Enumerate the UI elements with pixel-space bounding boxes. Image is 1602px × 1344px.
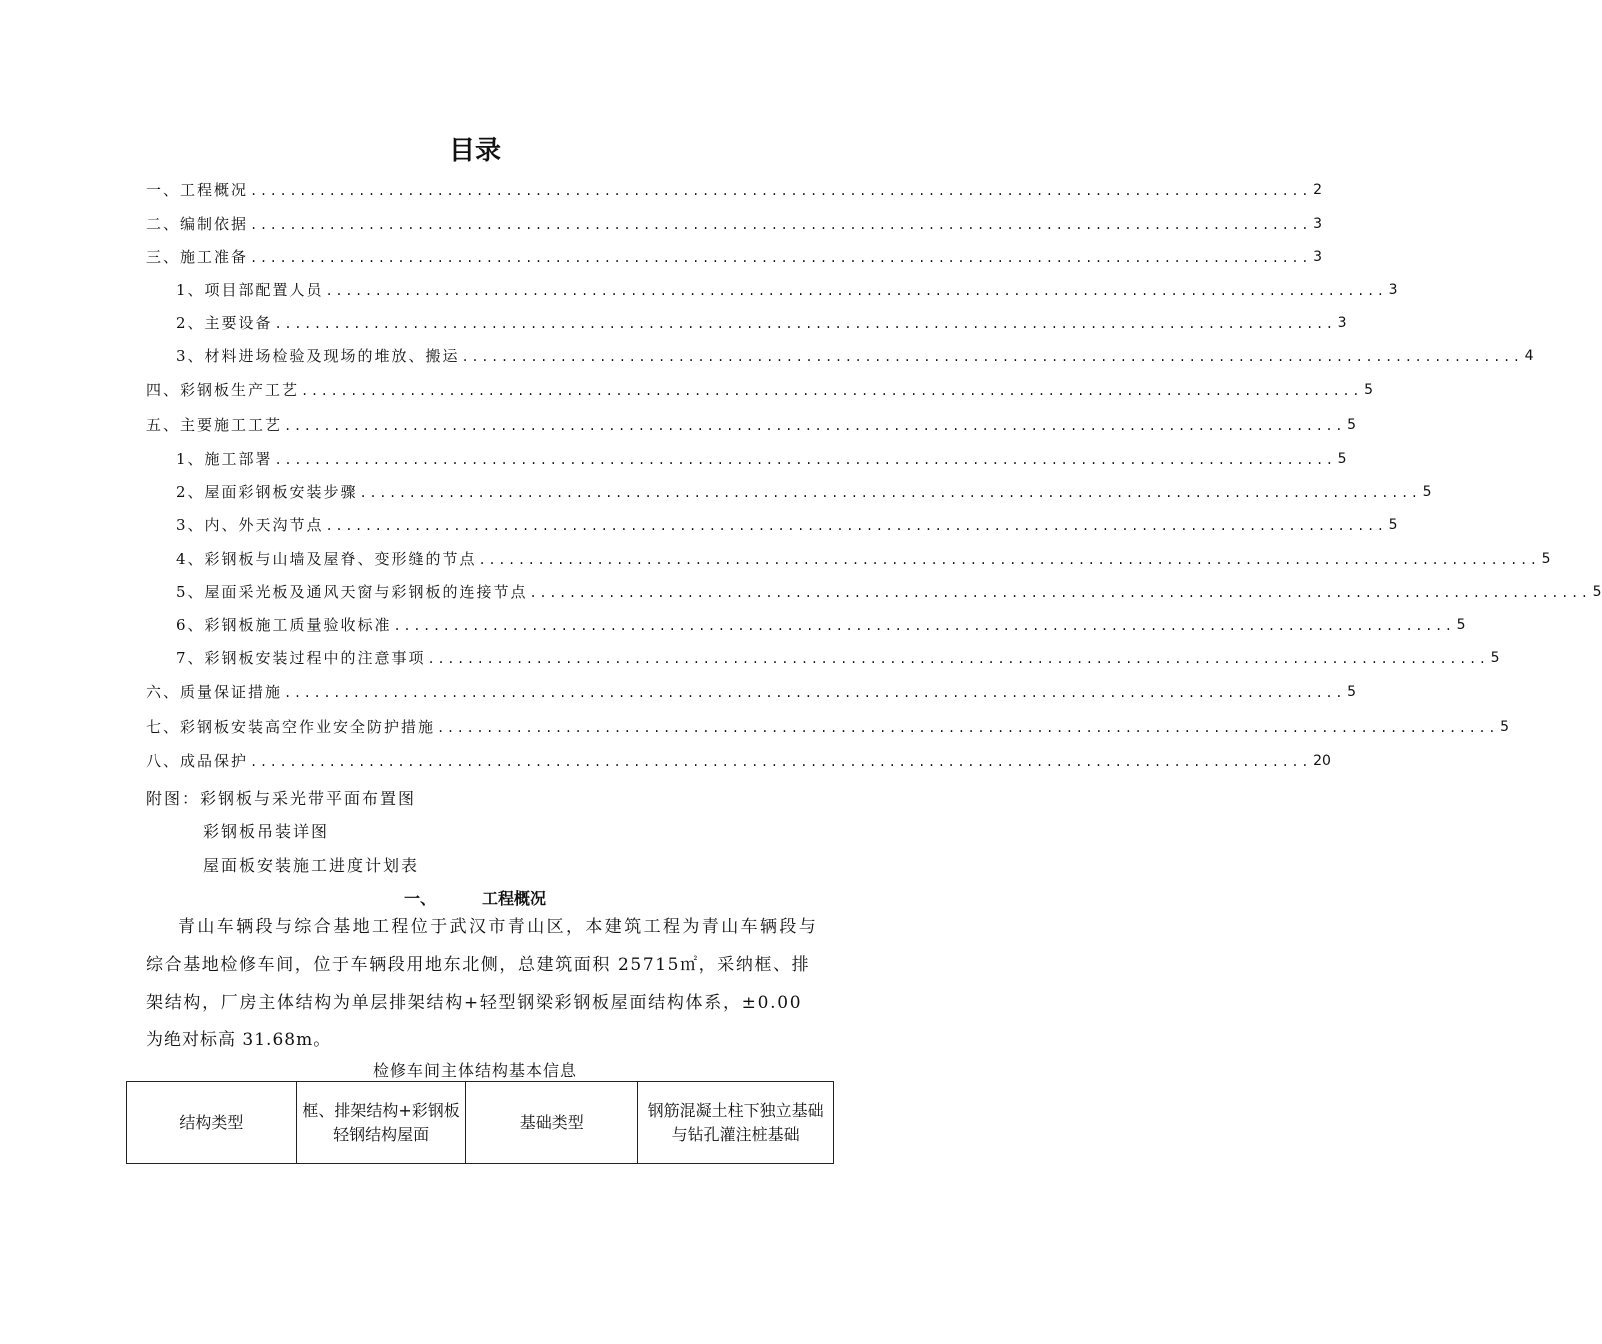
toc-leader: ............................................................................................................ [250,184,1312,198]
toc-entry-label: 4、彩钢板与山墙及屋脊、变形缝的节点 [176,550,477,568]
toc-leader: ............................................................................................................ [393,619,1455,633]
toc-entry-label: 八、成品保护 [146,752,249,770]
toc-entry-label: 3、材料进场检验及现场的堆放、搬运 [176,347,460,365]
toc-entry-page: 5 [1541,551,1551,567]
toc-entry-page: 3 [1388,282,1398,298]
toc-entry-page: 20 [1313,753,1331,769]
toc-entry[interactable] [176,476,1432,502]
toc-entry-label: 2、屋面彩钢板安装步骤 [176,483,358,501]
toc-entry[interactable] [176,543,1551,569]
toc-entry[interactable] [146,174,1322,200]
toc-entry-page: 5 [1422,484,1432,500]
toc-entry[interactable] [176,307,1347,333]
toc-entry-label: 六、质量保证措施 [146,683,283,701]
table-cell: 框、排架结构+彩钢板轻钢结构屋面 [296,1082,466,1164]
toc-entry-page: 5 [1592,584,1602,600]
appendix-line: 彩钢板吊装详图 [203,822,330,841]
toc-entry-page: 5 [1347,684,1356,700]
toc-leader: ............................................................................................................ [250,755,1312,769]
toc-entry-label: 6、彩钢板施工质量验收标准 [176,616,392,634]
toc-entry[interactable] [146,745,1331,771]
toc-entry-label: 五、主要施工工艺 [146,416,283,434]
toc-entry-label: 3、内、外天沟节点 [176,516,324,534]
toc-entry[interactable] [176,576,1602,602]
toc-entry[interactable] [146,241,1322,267]
toc-entry-label: 一、工程概况 [146,181,249,199]
toc-leader: ............................................................................................................ [250,218,1312,232]
toc-leader: ............................................................................................................ [359,486,1421,500]
toc-entry-label: 1、施工部署 [176,450,273,468]
toc-entry-page: 3 [1337,315,1347,331]
section-heading [0,886,950,909]
toc-entry[interactable] [176,642,1500,668]
toc-entry-page: 4 [1524,348,1534,364]
table-cell: 结构类型 [127,1082,297,1164]
toc-leader: ............................................................................................................ [427,652,1489,666]
toc-leader: ............................................................................................................ [461,350,1523,364]
paragraph-line: 青山车辆段与综合基地工程位于武汉市青山区，本建筑工程为青山车辆段与 [178,917,819,937]
toc-entry-label: 二、编制依据 [146,215,249,233]
toc-entry-page: 5 [1337,451,1347,467]
section-number: 一、 [403,889,436,908]
toc-entry-label: 5、屋面采光板及通风天窗与彩钢板的连接节点 [176,583,528,601]
toc-entry[interactable] [146,409,1356,435]
toc-entry-label: 1、项目部配置人员 [176,281,324,299]
toc-entry-label: 7、彩钢板安装过程中的注意事项 [176,649,426,667]
toc-entry[interactable] [176,443,1347,469]
toc-entry-label: 2、主要设备 [176,314,273,332]
appendix-line: 屋面板安装施工进度计划表 [203,856,420,875]
toc-entry[interactable] [176,340,1534,366]
appendix-line: 附图：彩钢板与采光带平面布置图 [146,789,417,808]
toc-entry-page: 3 [1313,216,1322,232]
toc-entry-page: 5 [1500,719,1509,735]
toc-leader: ............................................................................................................ [437,721,1499,735]
toc-leader: ............................................................................................................ [325,519,1387,533]
toc-entry-page: 5 [1388,517,1398,533]
toc-entry-label: 四、彩钢板生产工艺 [146,381,300,399]
toc-leader: ............................................................................................................ [274,453,1336,467]
toc-entry-page: 5 [1490,650,1500,666]
toc-entry-label: 三、施工准备 [146,248,249,266]
toc-leader: ............................................................................................................ [250,251,1312,265]
toc-entry[interactable] [146,374,1373,400]
structure-info-table [126,1081,834,1164]
toc-leader: ............................................................................................................ [478,553,1540,567]
toc-entry[interactable] [146,676,1356,702]
paragraph-line: 综合基地检修车间，位于车辆段用地东北侧，总建筑面积 25715㎡，采纳框、排 [146,955,811,975]
toc-entry-label: 七、彩钢板安装高空作业安全防护措施 [146,718,436,736]
toc-leader: ............................................................................................................ [284,419,1346,433]
toc-leader: ............................................................................................................ [325,284,1387,298]
toc-entry-page: 3 [1313,249,1322,265]
table-cell: 钢筋混凝土柱下独立基础与钻孔灌注桩基础 [638,1082,834,1164]
toc-title: 目录 [448,136,501,166]
paragraph-line: 为绝对标高 31.68m。 [146,1030,332,1050]
toc-entry-page: 5 [1456,617,1466,633]
toc-entry-page: 5 [1347,417,1356,433]
toc-leader: ............................................................................................................ [301,384,1363,398]
paragraph-line: 架结构，厂房主体结构为单层排架结构+轻型钢梁彩钢板屋面结构体系，±0.00 [146,993,803,1013]
table-row [127,1082,834,1164]
toc-entry-page: 5 [1364,382,1373,398]
toc-entry[interactable] [146,711,1509,737]
toc-leader: ............................................................................................................ [274,317,1336,331]
table-cell: 基础类型 [466,1082,638,1164]
toc-entry[interactable] [176,509,1398,535]
toc-leader: ............................................................................................................ [284,686,1346,700]
toc-entry[interactable] [176,609,1466,635]
toc-entry[interactable] [146,208,1322,234]
section-title: 工程概况 [482,889,547,908]
toc-entry[interactable] [176,274,1398,300]
toc-leader: ............................................................................................................ [529,586,1591,600]
table-caption: 检修车间主体结构基本信息 [372,1061,577,1080]
toc-entry-page: 2 [1313,182,1322,198]
